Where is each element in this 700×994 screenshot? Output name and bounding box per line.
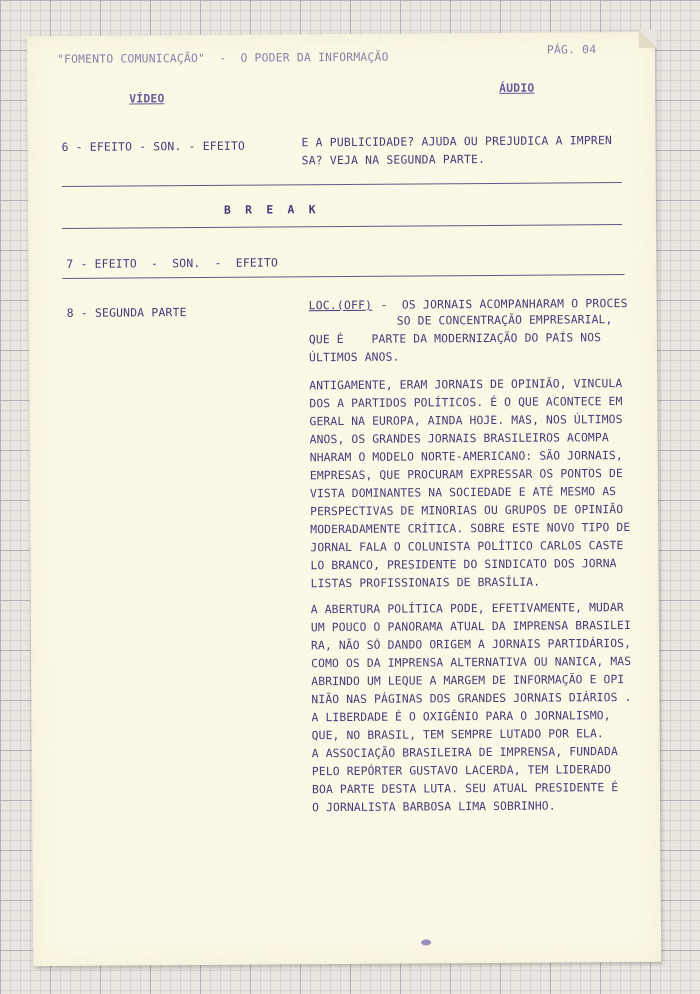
paragraph-line: PERSPECTIVAS DE MINORIAS OU GRUPOS DE OPINIÃO	[310, 502, 624, 519]
paragraph-line: O JORNALISTA BARBOSA LIMA SOBRINHO.	[312, 798, 556, 815]
cue-6-audio-line-2: SA? VEJA NA SEGUNDA PARTE.	[301, 152, 486, 168]
paragraph-line: BOA PARTE DESTA LUTA. SEU ATUAL PRESIDENTE É	[311, 780, 619, 797]
paragraph-line: PELO REPÓRTER GUSTAVO LACERDA, TEM LIDERADO	[311, 762, 612, 779]
cue-8-video: 8 - SEGUNDA PARTE	[66, 305, 187, 320]
paragraph-line: QUE, NO BRASIL, TEM SEMPRE LUTADO POR ELA.	[311, 726, 604, 743]
loc-line: QUE É PARTE DA MODERNIZAÇÃO DO PAÍS NOS	[308, 330, 602, 347]
paragraph-2	[311, 598, 633, 816]
paragraph-line: LISTAS PROFISSIONAIS DE BRASÍLIA.	[310, 574, 541, 591]
paragraph-line: A ABERTURA POLÍTICA PODE, EFETIVAMENTE, MUDAR	[310, 600, 624, 617]
paragraph-line: UM POUCO O PANORAMA ATUAL DA IMPRENSA BRASILEI	[310, 618, 631, 635]
paragraph-line: ABRINDO UM LEQUE A MARGEM DE INFORMAÇÃO E OPI	[311, 672, 625, 689]
paragraph-line: DOS A PARTIDOS POLÍTICOS. É O QUE ACONTECE EM	[309, 394, 623, 411]
paragraph-line: LO BRANCO, PRESIDENTE DO SINDICATO DOS JORNA	[310, 556, 617, 573]
ink-blot	[421, 939, 431, 945]
paragraph-line: MODERADAMENTE CRÍTICA. SOBRE ESTE NOVO TIPO DE	[310, 520, 631, 537]
loc-line: ÚLTIMOS ANOS.	[308, 349, 400, 365]
paragraph-line: ANOS, OS GRANDES JORNAIS BRASILEIROS ACOMPA	[309, 430, 609, 447]
paragraph-line: A LIBERDADE É O OXIGÊNIO PARA O JORNALISMO,	[311, 708, 611, 725]
divider	[62, 224, 622, 229]
loc-text	[309, 310, 613, 366]
loc-first-line: - OS JORNAIS ACOMPANHARAM O PROCES	[380, 296, 628, 312]
divider	[62, 182, 622, 187]
paragraph-line: JORNAL FALA O COLUNISTA POLÍTICO CARLOS CASTE	[310, 538, 624, 555]
paragraph-line: A ASSOCIAÇÃO BRASILEIRA DE IMPRENSA, FUNDADA	[311, 744, 618, 761]
loc-off-label: LOC.(OFF)	[308, 297, 373, 313]
cue-6-audio-line-1: E A PUBLICIDADE? AJUDA OU PREJUDICA A IMPREN	[301, 133, 613, 150]
paragraph-line: GERAL NA EUROPA, AINDA HOJE. MAS, NOS ÚLTIMOS	[309, 412, 623, 429]
paragraph-line: NHARAM O MODELO NORTE-AMERICANO: SÃO JORNAIS,	[309, 448, 623, 465]
paragraph-line: ANTIGAMENTE, ERAM JORNAIS DE OPINIÃO, VINCULA	[309, 376, 623, 393]
paragraph-line: NIÃO NAS PÁGINAS DOS GRANDES JORNAIS DIÁRIOS .	[311, 689, 632, 707]
cue-6-video: 6 - EFEITO - SON. - EFEITO	[61, 138, 246, 154]
video-column-heading: VÍDEO	[129, 91, 165, 106]
audio-column-heading: ÁUDIO	[499, 80, 535, 95]
script-page	[27, 32, 661, 966]
loc-line: SO DE CONCENTRAÇÃO EMPRESARIAL,	[396, 312, 613, 328]
folded-corner	[639, 30, 657, 48]
paragraph-1	[309, 374, 631, 592]
program-title: "FOMENTO COMUNICAÇÃO" - O PODER DA INFORMAÇÃO	[56, 49, 389, 66]
paragraph-line: RA, NÃO SÓ DANDO ORIGEM A JORNAIS PARTIDÁRIOS,	[310, 635, 632, 653]
cue-7-video: 7 - EFEITO - SON. - EFEITO	[66, 255, 279, 271]
divider	[62, 274, 624, 279]
page-number: PÁG. 04	[546, 42, 597, 57]
break-label: B R E A K	[223, 202, 316, 217]
paragraph-line: VISTA DOMINANTES NA SOCIEDADE E ATÉ MESMO AS	[309, 484, 617, 501]
paragraph-line: EMPRESAS, QUE PROCURAM EXPRESSAR OS PONTOS DE	[309, 466, 623, 483]
paragraph-line: COMO OS DA IMPRENSA ALTERNATIVA OU NANICA, MAS	[311, 653, 632, 671]
